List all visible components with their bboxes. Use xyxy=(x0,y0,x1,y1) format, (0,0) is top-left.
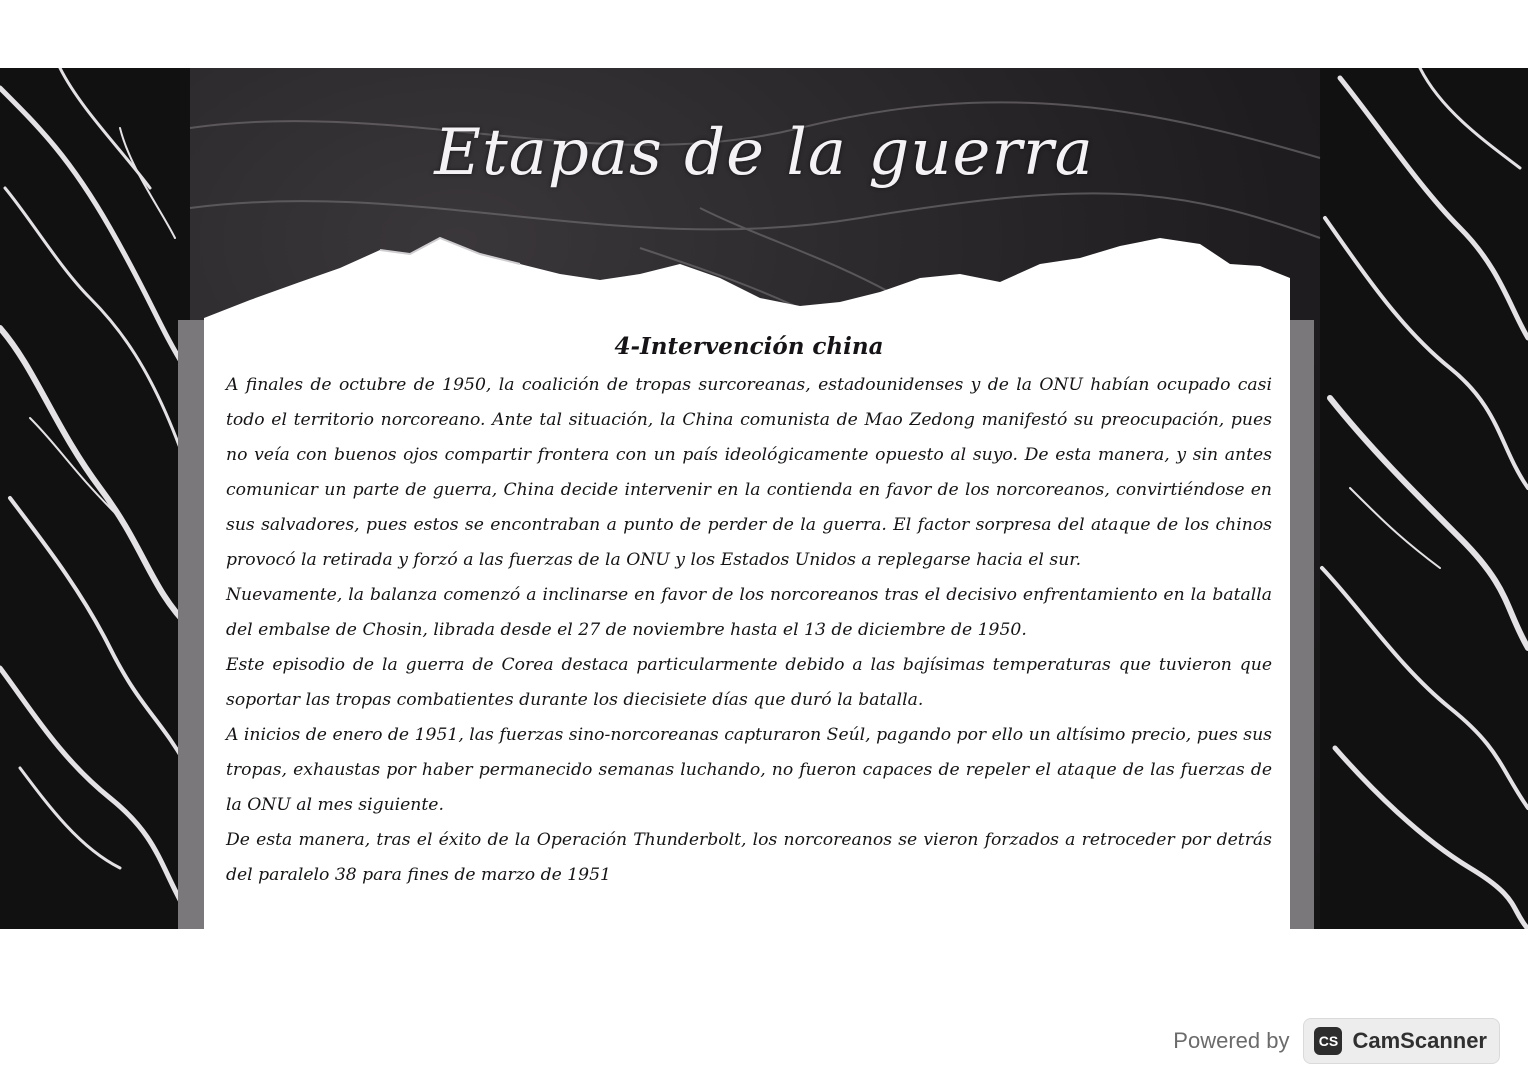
content-area xyxy=(226,330,1272,893)
paragraph: A finales de octubre de 1950, la coalición de tropas surcoreanas, estadounidenses y de la ONU habían ocupado casi todo el territorio norcoreano. Ante tal situación, la China comunista de Mao Zedong manifestó su preocupación, pues no veía con buenos ojos compartir frontera con un país ideológicamente opuesto al suyo. De esta manera, y sin antes comunicar un parte de guerra, China decide intervenir en la contienda en favor de los norcoreanos, convirtiéndose en sus salvadores, pues estos se encontraban a punto de perder de la guerra. El factor sorpresa del ataque de los chinos provocó la retirada y forzó a las fuerzas de la ONU y los Estados Unidos a replegarse hacia el sur. xyxy=(226,375,1272,570)
section-title: 4-Intervención china xyxy=(614,333,884,360)
paragraph: Nuevamente, la balanza comenzó a inclinarse en favor de los norcoreanos tras el decisivo enfrentamiento en la batalla del embalse de Chosin, librada desde el 27 de noviembre hasta el 13 de diciembre de 1950. xyxy=(226,585,1272,640)
powered-by-label: Powered by xyxy=(1173,1028,1290,1053)
camscanner-watermark xyxy=(1173,1018,1500,1064)
paragraph: Este episodio de la guerra de Corea destaca particularmente debido a las bajísimas temperaturas que tuvieron que soportar las tropas combatientes durante los diecisiete días que duró la batalla. xyxy=(226,655,1272,710)
slide-title: Etapas de la guerra xyxy=(434,116,1094,190)
paragraph: De esta manera, tras el éxito de la Operación Thunderbolt, los norcoreanos se vieron forzados a retroceder por detrás del paralelo 38 para fines de marzo de 1951 xyxy=(226,830,1272,885)
camscanner-badge xyxy=(1303,1018,1500,1064)
camscanner-brand: CamScanner xyxy=(1352,1028,1487,1053)
paragraph: A inicios de enero de 1951, las fuerzas sino-norcoreanas capturaron Seúl, pagando por ello un altísimo precio, pues sus tropas, exhaustas por haber permanecido semanas luchando, no fueron capaces de repeler el ataque de las fuerzas de la ONU al mes siguiente. xyxy=(226,725,1272,815)
camscanner-logo-icon: CS xyxy=(1314,1027,1342,1055)
